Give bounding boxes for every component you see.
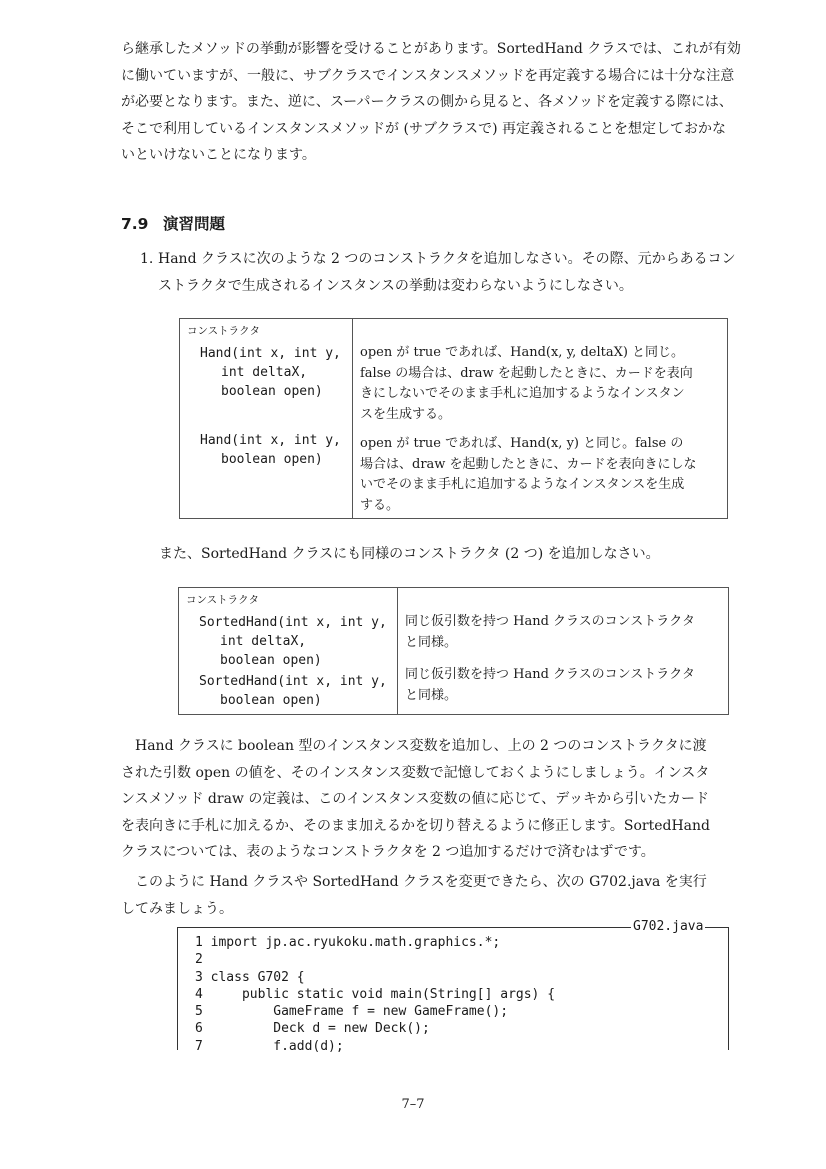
table-cell bbox=[179, 588, 398, 715]
desc-line: と同様。 bbox=[405, 634, 458, 650]
constructor-table-hand bbox=[179, 318, 728, 519]
section-number: 7.9 bbox=[121, 215, 149, 233]
desc-line: 場合は、draw を起動したときに、カードを表向きにしな bbox=[360, 456, 697, 472]
sig-line: Hand(int x, int y, bbox=[200, 433, 341, 448]
code-line: 6 Deck d = new Deck(); bbox=[195, 1021, 430, 1037]
desc-line: open が true であれば、Hand(x, y, deltaX) と同じ。 bbox=[360, 345, 685, 360]
constructor-signature bbox=[180, 338, 352, 401]
desc-line: 同じ仮引数を持つ Hand クラスのコンストラクタ bbox=[405, 614, 696, 629]
code-frame-left-rule bbox=[177, 927, 178, 1050]
text-line: ンスメソッド draw の定義は、このインスタンス変数の値に応じて、デッキから引いたカード bbox=[121, 791, 709, 807]
desc-line: スを生成する。 bbox=[360, 406, 452, 422]
table-cell bbox=[353, 319, 728, 519]
text-line: クラスについては、表のようなコンストラクタを 2 つ追加するだけで済むはずです。 bbox=[121, 844, 655, 860]
constructor-signature bbox=[179, 670, 397, 714]
constructor-description bbox=[353, 319, 727, 425]
text-line: いといけないことになります。 bbox=[121, 147, 316, 163]
section-title: 演習問題 bbox=[163, 215, 226, 233]
code-line: 1 import jp.ac.ryukoku.math.graphics.*; bbox=[195, 935, 501, 950]
constructor-signature bbox=[179, 607, 397, 670]
text-line: を表向きに手札に加えるか、そのまま加えるかを切り替えるように修正します。SortedHand bbox=[121, 817, 710, 834]
mid-sentence: また、SortedHand クラスにも同様のコンストラクタ (2 つ) を追加しなさい。 bbox=[159, 546, 660, 562]
constructor-table-sortedhand bbox=[178, 587, 729, 715]
text-line: そこで利用しているインスタンスメソッドが (サブクラスで) 再定義されることを想定しておかな bbox=[121, 120, 727, 137]
sig-line: Hand(int x, int y, bbox=[200, 346, 341, 361]
section-heading bbox=[121, 212, 225, 234]
desc-line: false の場合は、draw を起動したときに、カードを表向 bbox=[360, 365, 693, 381]
page-number: 7–7 bbox=[401, 1097, 425, 1112]
sig-line: SortedHand(int x, int y, bbox=[199, 674, 387, 689]
code-line: 4 public static void main(String[] args) { bbox=[195, 986, 556, 1002]
table-cell bbox=[180, 319, 353, 519]
constructor-signature bbox=[180, 401, 352, 473]
sig-line: boolean open) bbox=[220, 653, 322, 668]
desc-line: open が true であれば、Hand(x, y) と同じ。false の bbox=[360, 436, 684, 451]
exercise-number: 1. bbox=[140, 251, 154, 267]
text-line: このように Hand クラスや SortedHand クラスを変更できたら、次の G702.java を実行 bbox=[121, 874, 707, 890]
text-line: に働いていますが、一般に、サブクラスでインスタンスメソッドを再定義する場合には十分な注意 bbox=[121, 67, 735, 84]
table-cell bbox=[398, 588, 729, 715]
table-header: コンストラクタ bbox=[187, 325, 260, 337]
code-listing bbox=[195, 934, 555, 1055]
sig-line: int deltaX, bbox=[221, 365, 308, 380]
exercise-item bbox=[140, 246, 752, 299]
code-frame-right-rule bbox=[728, 927, 729, 1050]
code-line: 7 f.add(d); bbox=[195, 1038, 344, 1054]
sig-line: boolean open) bbox=[220, 693, 322, 708]
text-line: してみましょう。 bbox=[121, 900, 233, 917]
desc-line: 同じ仮引数を持つ Hand クラスのコンストラクタ bbox=[405, 667, 696, 682]
code-line: 2 bbox=[195, 952, 203, 968]
constructor-description bbox=[398, 653, 728, 708]
sig-line: int deltaX, bbox=[220, 634, 307, 649]
intro-paragraph bbox=[121, 36, 749, 169]
code-line: 5 GameFrame f = new GameFrame(); bbox=[195, 1004, 509, 1020]
code-line: 3 class G702 { bbox=[195, 969, 305, 985]
desc-line: と同様。 bbox=[405, 687, 458, 703]
constructor-description bbox=[353, 425, 727, 518]
constructor-description bbox=[398, 588, 728, 653]
sig-line: boolean open) bbox=[221, 384, 323, 399]
body-paragraph bbox=[121, 733, 749, 866]
table-header: コンストラクタ bbox=[186, 594, 259, 606]
code-filename: G702.java bbox=[633, 919, 704, 934]
exercise-text-line: Hand クラスに次のような 2 つのコンストラクタを追加しなさい。その際、元からあるコン bbox=[158, 251, 736, 267]
desc-line: する。 bbox=[360, 497, 400, 513]
sig-line: SortedHand(int x, int y, bbox=[199, 615, 387, 630]
sig-line: boolean open) bbox=[221, 452, 323, 467]
body-paragraph bbox=[121, 869, 749, 922]
exercise-text-line: ストラクタで生成されるインスタンスの挙動は変わらないようにしなさい。 bbox=[158, 277, 633, 294]
text-line: された引数 open の値を、そのインスタンス変数で記憶しておくようにしましょう。インスタ bbox=[121, 764, 710, 781]
text-line: が必要となります。また、逆に、スーパークラスの側から見ると、各メソッドを定義する際には、 bbox=[121, 94, 733, 110]
text-line: ら継承したメソッドの挙動が影響を受けることがあります。SortedHand クラスでは、これが有効 bbox=[121, 41, 741, 57]
text-line: Hand クラスに boolean 型のインスタンス変数を追加し、上の 2 つのコンストラクタに渡 bbox=[121, 738, 707, 754]
desc-line: きにしないでそのまま手札に追加するようなインスタン bbox=[360, 386, 685, 401]
desc-line: いでそのまま手札に追加するようなインスタンスを生成 bbox=[360, 477, 685, 492]
